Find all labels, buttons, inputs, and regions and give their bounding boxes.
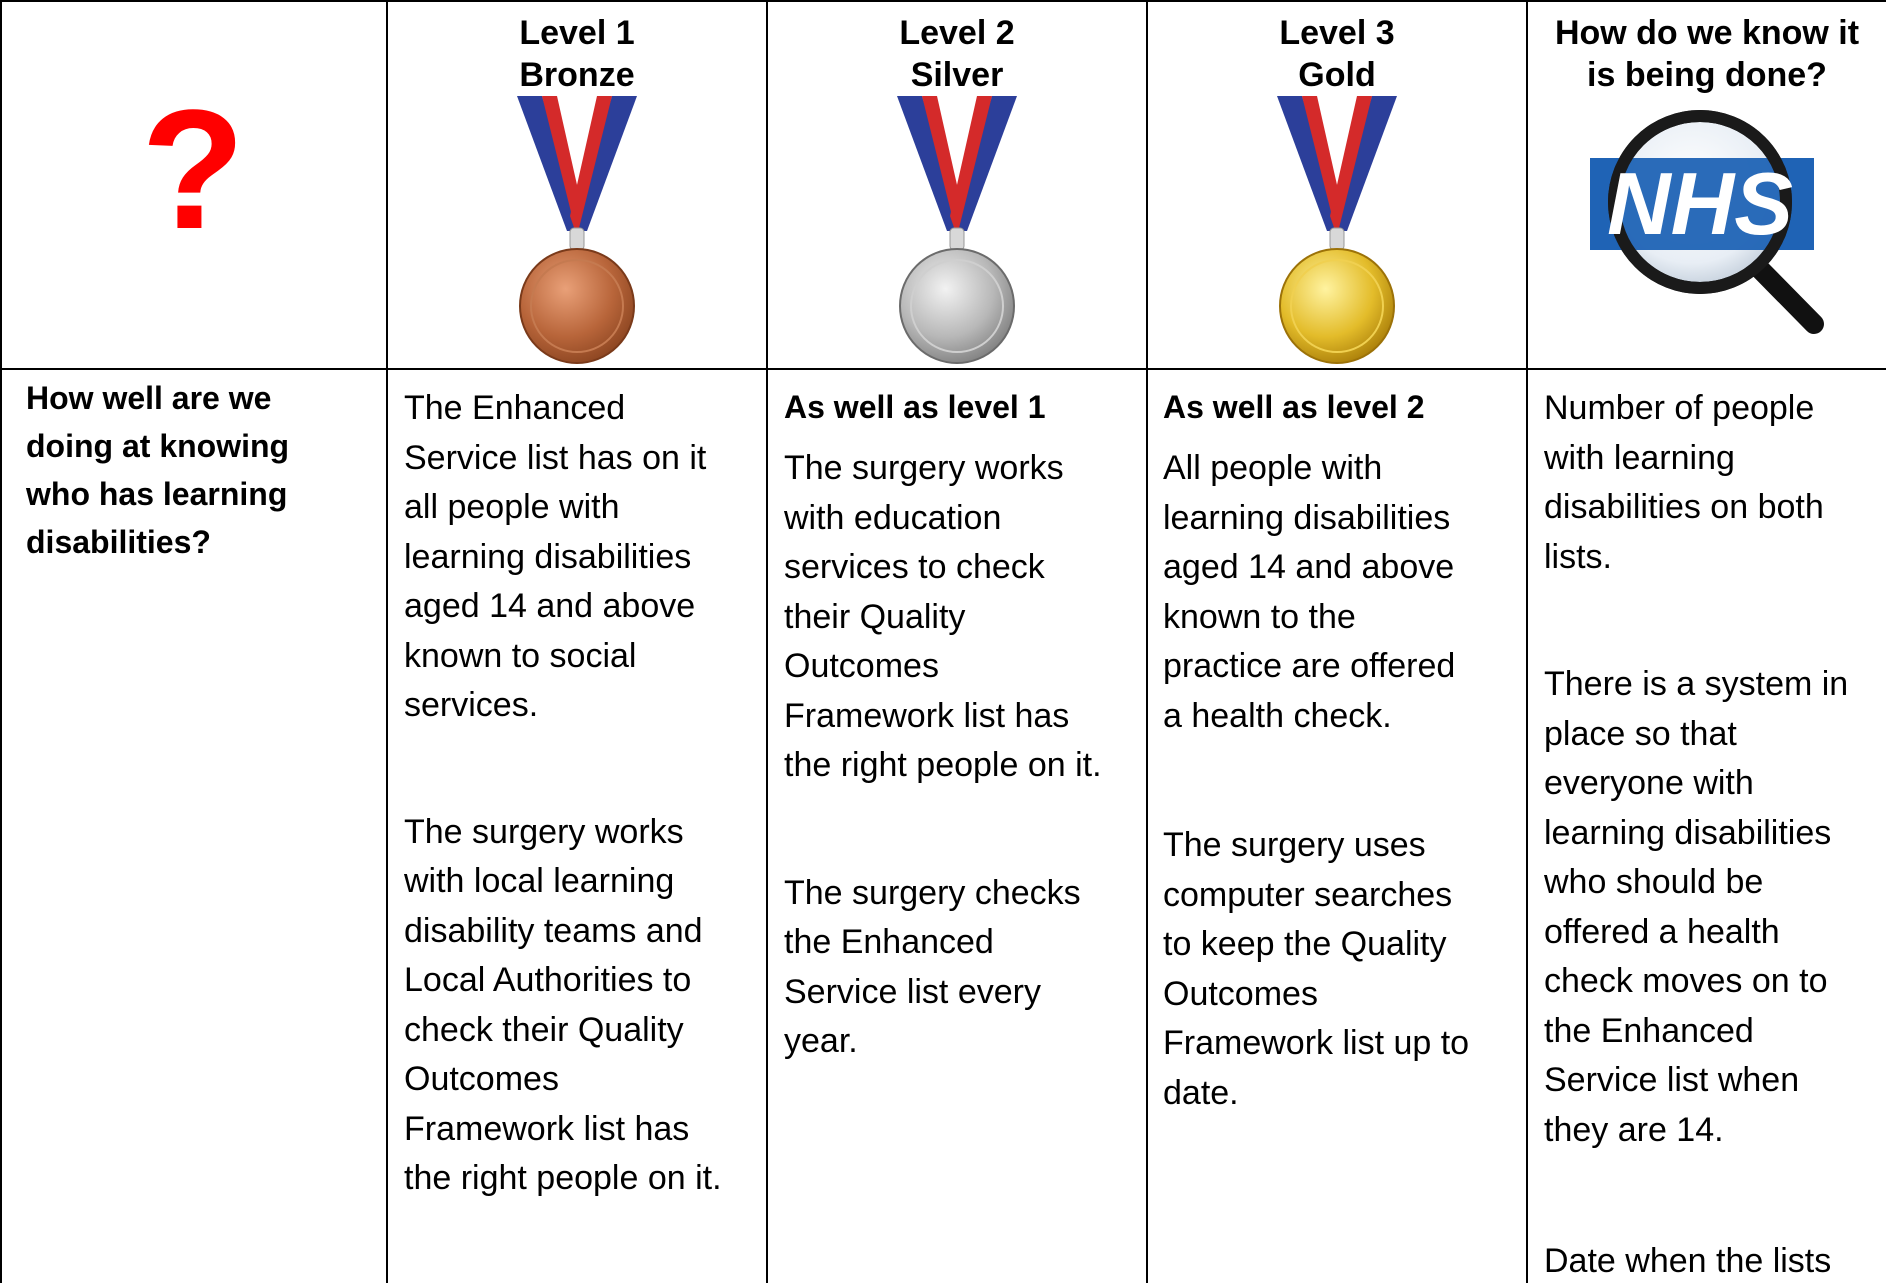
level-3-paragraph-2: The surgery uses computer searches to keep the Quality Outcomes Framework list up to date. (1163, 826, 1470, 1112)
level-1-paragraph-2: The surgery works with local learning disability teams and Local Authorities to check their Quality Outcomes Framework list has the right people on it. (404, 812, 722, 1197)
gold-medal-icon (1262, 96, 1412, 376)
level-1-title: Level 1 (519, 14, 635, 52)
level-1-subtitle: Bronze (519, 56, 635, 94)
level-3-header (1148, 12, 1526, 368)
evidence-subtitle: is being done? (1587, 56, 1827, 94)
level-2-heading: As well as level 1 (784, 389, 1046, 425)
level-3-subtitle: Gold (1298, 56, 1376, 94)
silver-medal-icon (882, 96, 1032, 376)
evidence-paragraph-2: There is a system in place so that everyone with learning disabilities who should be offered a health check moves on to the Enhanced Service list when they are 14. (1544, 665, 1849, 1149)
question-header-cell (0, 0, 386, 368)
nhs-logo: NHS (1607, 154, 1793, 253)
evidence-title: How do we know it (1554, 14, 1860, 52)
level-2-paragraph-1: The surgery works with education services to check their Quality Outcomes Framework list has the right people on it. (784, 449, 1102, 784)
level-2-title: Level 2 (899, 14, 1015, 52)
evidence-paragraph-1: Number of people with learning disabilities on both lists. (1544, 389, 1824, 576)
level-2-header (768, 12, 1146, 368)
level-2-subtitle: Silver (910, 56, 1004, 94)
evidence-header (1528, 12, 1886, 368)
level-3-paragraph-1: All people with learning disabilities aged 14 and above known to the practice are offered a health check. (1163, 449, 1456, 735)
level-2-paragraph-2: The surgery checks the Enhanced Service list every year. (784, 873, 1081, 1060)
level-3-content (1163, 384, 1523, 1118)
level-1-paragraph-1: The Enhanced Service list has on it all people with learning disabilities aged 14 and above known to social services. (404, 389, 707, 724)
level-1-header (388, 12, 766, 368)
row-question-label: How well are we doing at knowing who has learning disabilities? (26, 380, 290, 560)
question-mark-icon: ? (141, 75, 245, 265)
level-3-heading: As well as level 2 (1163, 389, 1425, 425)
evidence-paragraph-3: Date when the lists (1544, 1242, 1832, 1280)
level-2-content (784, 384, 1144, 1067)
bronze-medal-icon (502, 96, 652, 376)
magnifying-glass-nhs-icon (1582, 96, 1832, 346)
level-3-title: Level 3 (1279, 14, 1395, 52)
level-1-content (404, 384, 764, 1204)
evidence-content (1544, 384, 1884, 1287)
